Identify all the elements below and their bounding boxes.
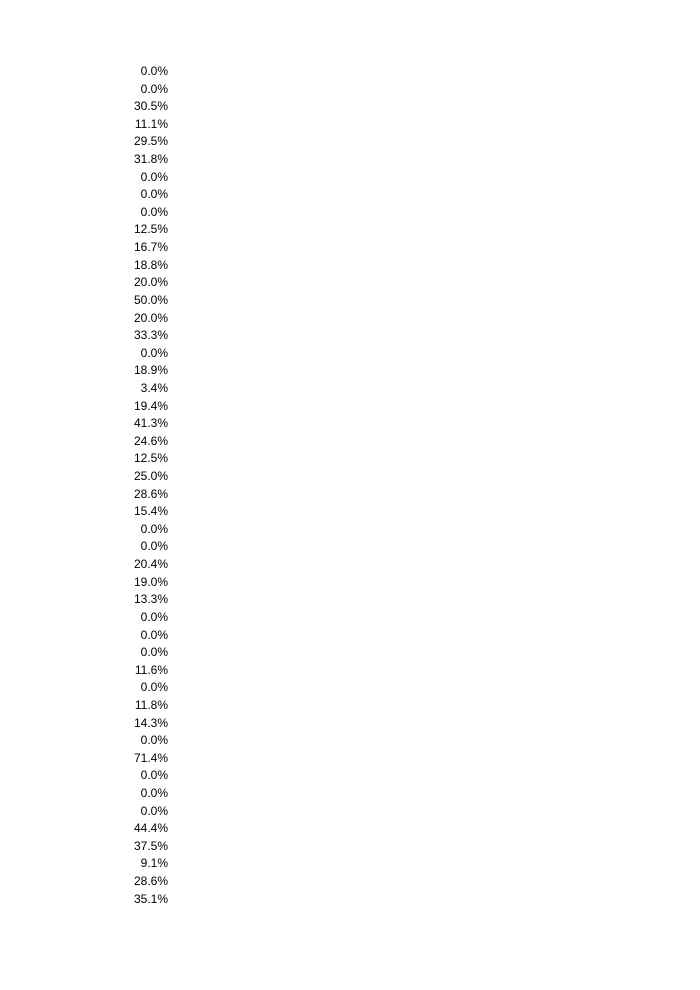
- percentage-cell: 20.0%: [133, 310, 168, 325]
- percentage-cell: 20.4%: [133, 557, 168, 572]
- percentage-cell: 29.5%: [133, 134, 168, 149]
- percentage-cell: 11.8%: [134, 697, 168, 712]
- percentage-cell: 18.9%: [133, 363, 168, 378]
- percentage-cell: 11.1%: [134, 116, 168, 131]
- percentage-cell: 14.3%: [133, 715, 168, 730]
- percentage-cell: 0.0%: [140, 169, 168, 184]
- percentage-cell: 13.3%: [133, 592, 168, 607]
- percentage-cell: 0.0%: [140, 733, 168, 748]
- percentage-cell: 0.0%: [140, 187, 168, 202]
- percentage-cell: 0.0%: [140, 539, 168, 554]
- percentage-cell: 25.0%: [133, 469, 168, 484]
- percentage-cell: 33.3%: [133, 328, 168, 343]
- percentage-cell: 9.1%: [140, 856, 168, 871]
- percentage-cell: 12.5%: [133, 222, 168, 237]
- percentage-cell: 20.0%: [133, 275, 168, 290]
- percentage-cell: 30.5%: [133, 99, 168, 114]
- percentage-cell: 0.0%: [140, 64, 168, 78]
- percentage-cell: 0.0%: [140, 680, 168, 695]
- percentage-cell: 0.0%: [140, 645, 168, 660]
- percentage-cell: 11.6%: [134, 662, 168, 677]
- percentage-cell: 12.5%: [133, 451, 168, 466]
- percentage-cell: 0.0%: [140, 803, 168, 818]
- percentage-cell: 19.0%: [133, 574, 168, 589]
- percentage-cell: 37.5%: [133, 838, 168, 853]
- percentage-cell: 0.0%: [140, 345, 168, 360]
- percentage-cell: 18.8%: [133, 257, 168, 272]
- percentage-cell: 0.0%: [140, 81, 168, 96]
- percentage-column: [100, 63, 168, 908]
- percentage-cell: 44.4%: [133, 821, 168, 836]
- percentage-cell: 0.0%: [140, 768, 168, 783]
- percentage-cell: 35.1%: [133, 891, 168, 906]
- percentage-cell: 71.4%: [133, 750, 168, 765]
- percentage-cell: 41.3%: [133, 416, 168, 431]
- percentage-cell: 28.6%: [133, 874, 168, 889]
- percentage-cell: 15.4%: [133, 504, 168, 519]
- percentage-cell: 16.7%: [133, 240, 168, 255]
- percentage-cell: 0.0%: [140, 785, 168, 800]
- percentage-cell: 50.0%: [133, 292, 168, 307]
- percentage-cell: 19.4%: [133, 398, 168, 413]
- percentage-cell: 3.4%: [140, 380, 168, 395]
- percentage-cell: 0.0%: [140, 521, 168, 536]
- percentage-cell: 24.6%: [133, 433, 168, 448]
- percentage-cell: 0.0%: [140, 627, 168, 642]
- percentage-cell: 0.0%: [140, 204, 168, 219]
- percentage-cell: 31.8%: [133, 152, 168, 167]
- percentage-cell: 28.6%: [133, 486, 168, 501]
- percentage-cell: 0.0%: [140, 609, 168, 624]
